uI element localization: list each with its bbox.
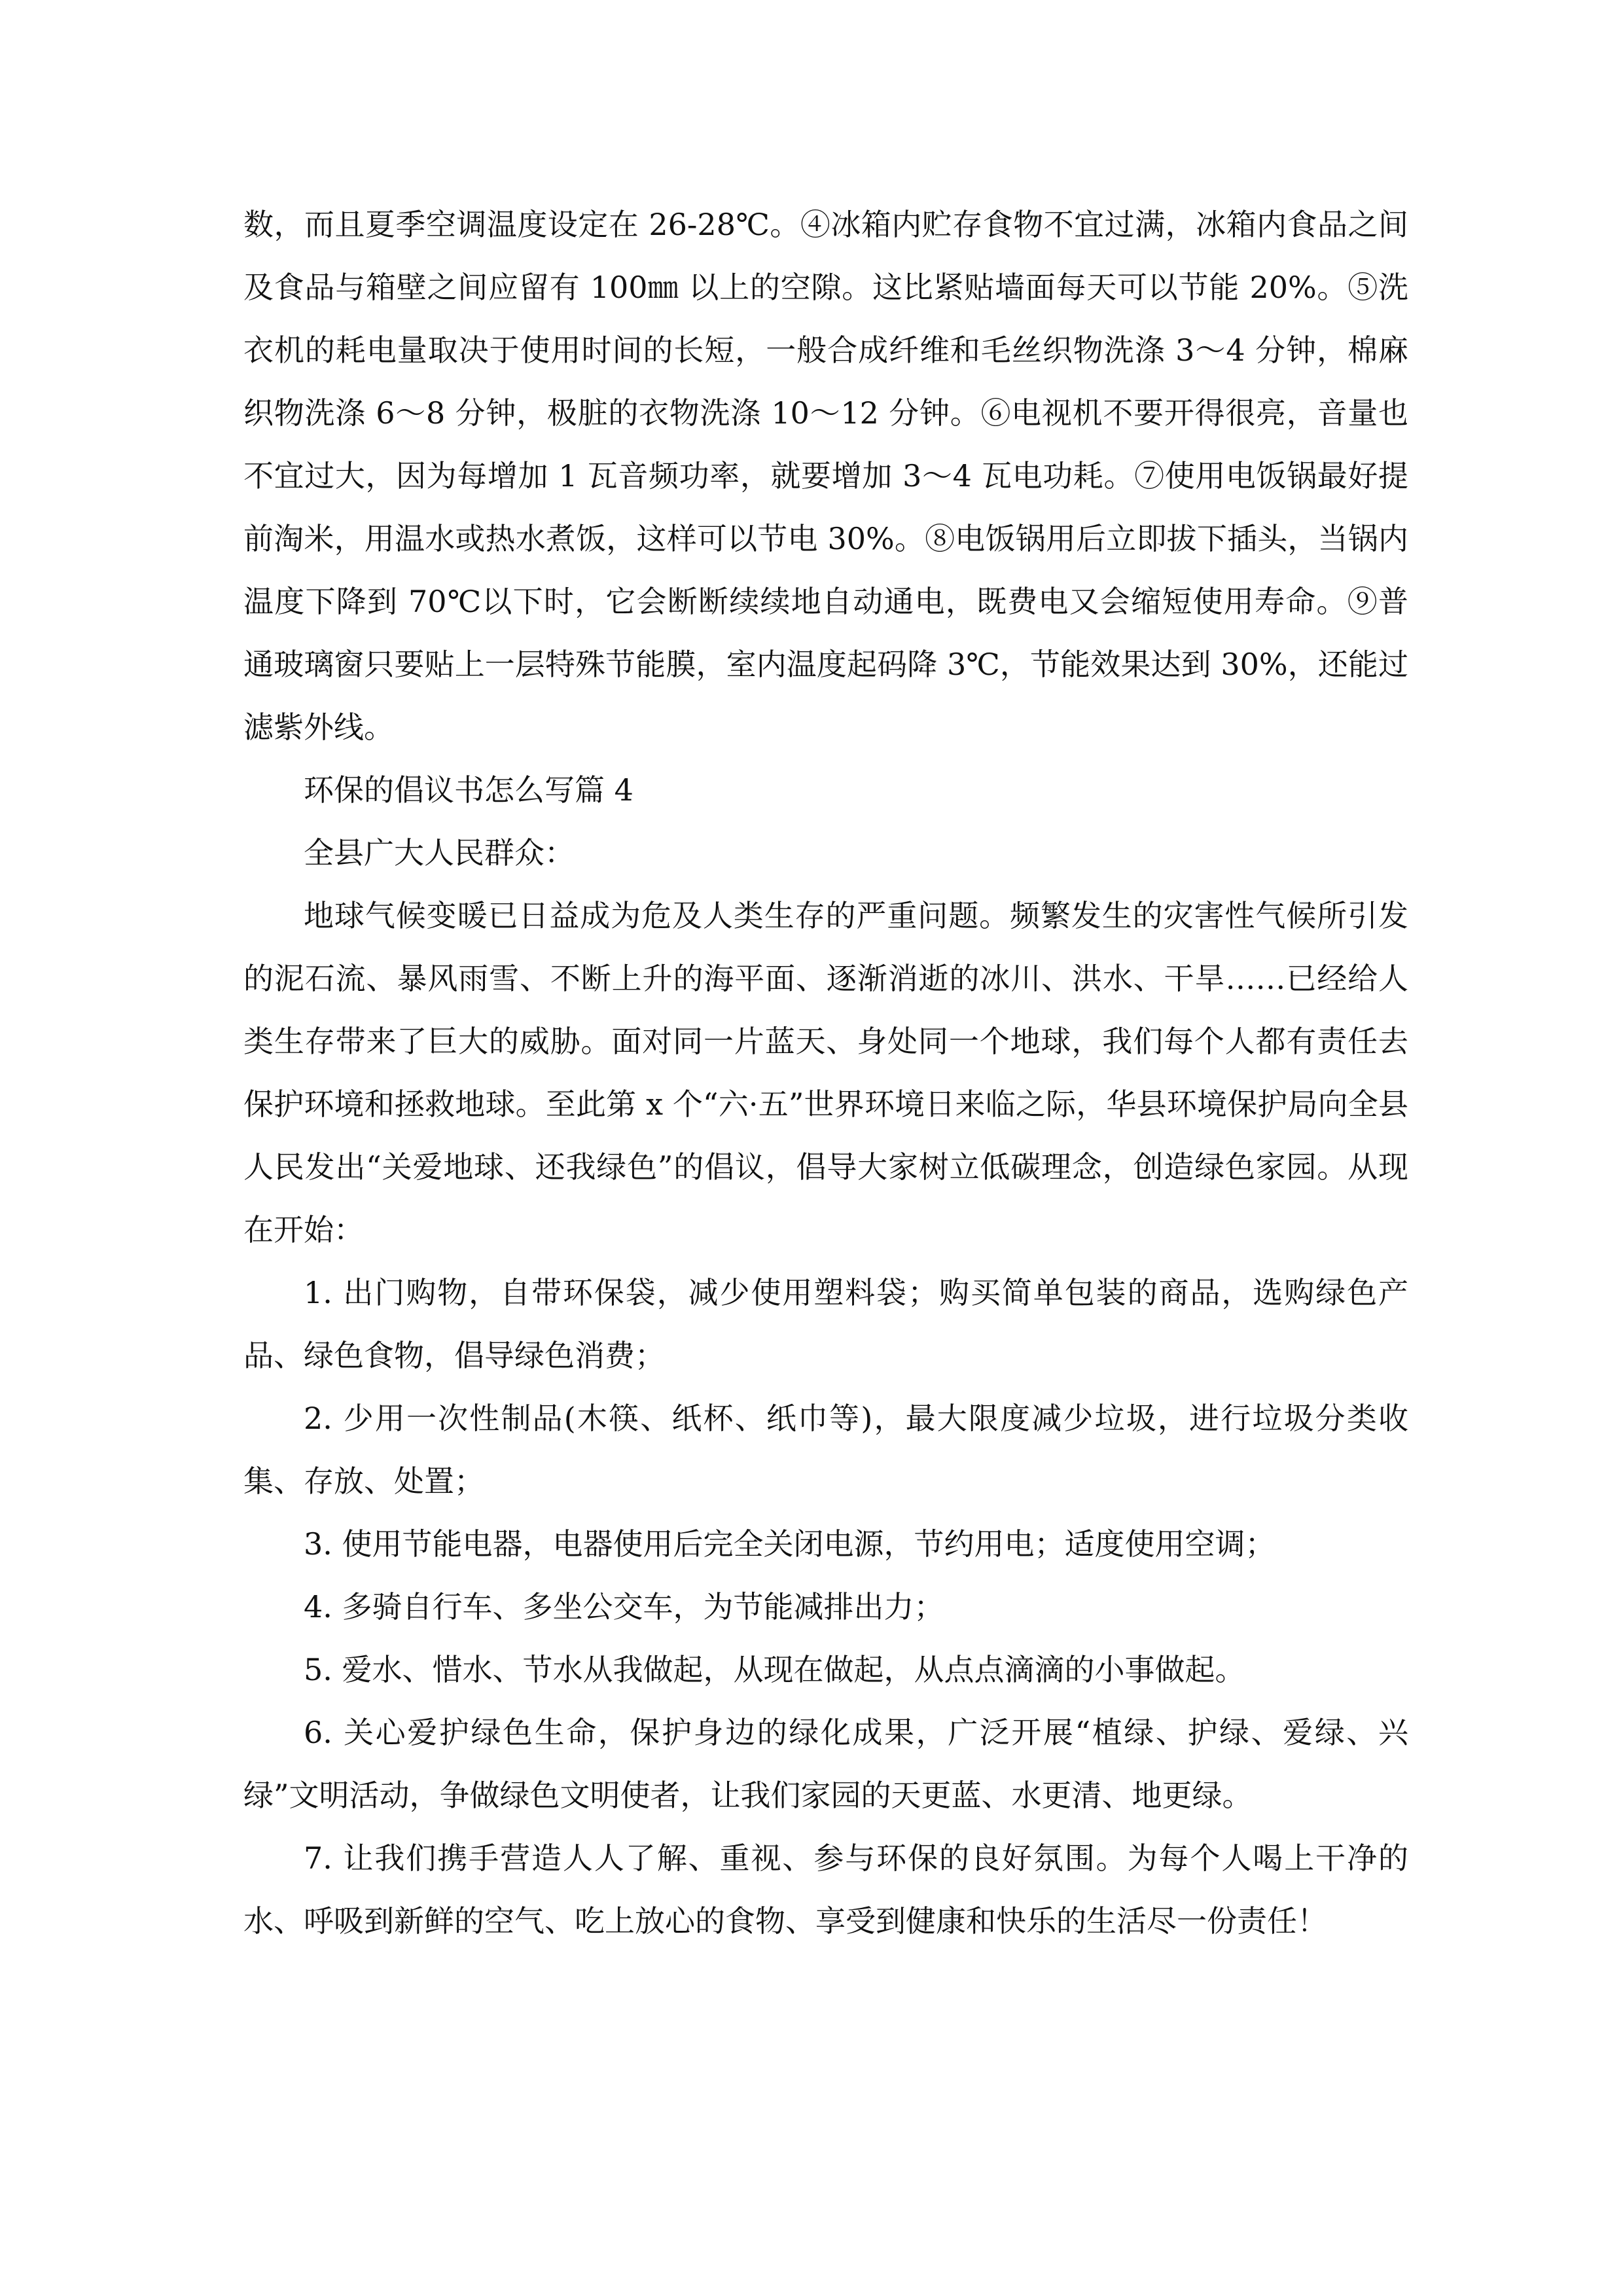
intro-paragraph: 数，而且夏季空调温度设定在 26-28℃。④冰箱内贮存食物不宜过满，冰箱内食品之间及食品与箱壁之间应留有 100㎜ 以上的空隙。这比紧贴墙面每天可以节能 20%。⑤洗衣机的耗电量取决于使用时间的长短，一般合成纤维和毛丝织物洗涤 3～4 分钟，棉麻织物洗涤 6～8 分钟，极脏的衣物洗涤 10～12 分钟。⑥电视机不要开得很亮，音量也不宜过大，因为每增加 1 瓦音频功率，就要增加 3～4 瓦电功耗。⑦使用电饭锅最好提前淘米，用温水或热水煮饭，这样可以节电 30%。⑧电饭锅用后立即拔下插头，当锅内温度下降到 70℃以下时，它会断断续续地自动通电，既费电又会缩短使用寿命。⑨普通玻璃窗只要贴上一层特殊节能膜，室内温度起码降 3℃，节能效果达到 30%，还能过滤紫外线。 <box>243 207 1408 745</box>
list-item-6: 6. 关心爱护绿色生命，保护身边的绿化成果，广泛开展“植绿、护绿、爱绿、兴绿”文明活动，争做绿色文明使者，让我们家园的天更蓝、水更清、地更绿。 <box>243 1715 1408 1813</box>
document-page <box>243 193 1408 1952</box>
body-paragraph: 地球气候变暖已日益成为危及人类生存的严重问题。频繁发生的灾害性气候所引发的泥石流、暴风雨雪、不断上升的海平面、逐渐消逝的冰川、洪水、干旱……已经给人类生存带来了巨大的威胁。面对同一片蓝天、身处同一个地球，我们每个人都有责任去保护环境和拯救地球。至此第 x 个“六·五”世界环境日来临之际，华县环境保护局向全县人民发出“关爱地球、还我绿色”的倡议，倡导大家树立低碳理念，创造绿色家园。从现在开始： <box>243 898 1408 1247</box>
list-item-3: 3. 使用节能电器，电器使用后完全关闭电源，节约用电；适度使用空调； <box>304 1526 1275 1562</box>
list-item-5: 5. 爱水、惜水、节水从我做起，从现在做起，从点点滴滴的小事做起。 <box>304 1652 1245 1687</box>
section-title: 环保的倡议书怎么写篇 4 <box>304 772 633 808</box>
salutation: 全县广大人民群众： <box>304 835 575 870</box>
list-item-7: 7. 让我们携手营造人人了解、重视、参与环保的良好氛围。为每个人喝上干净的水、呼吸到新鲜的空气、吃上放心的食物、享受到健康和快乐的生活尽一份责任！ <box>243 1840 1408 1939</box>
list-item-4: 4. 多骑自行车、多坐公交车，为节能减排出力； <box>304 1589 944 1624</box>
list-item-1: 1. 出门购物，自带环保袋，减少使用塑料袋；购买简单包装的商品，选购绿色产品、绿色食物，倡导绿色消费； <box>243 1275 1408 1373</box>
list-item-2: 2. 少用一次性制品(木筷、纸杯、纸巾等)，最大限度减少垃圾，进行垃圾分类收集、存放、处置； <box>243 1401 1408 1499</box>
